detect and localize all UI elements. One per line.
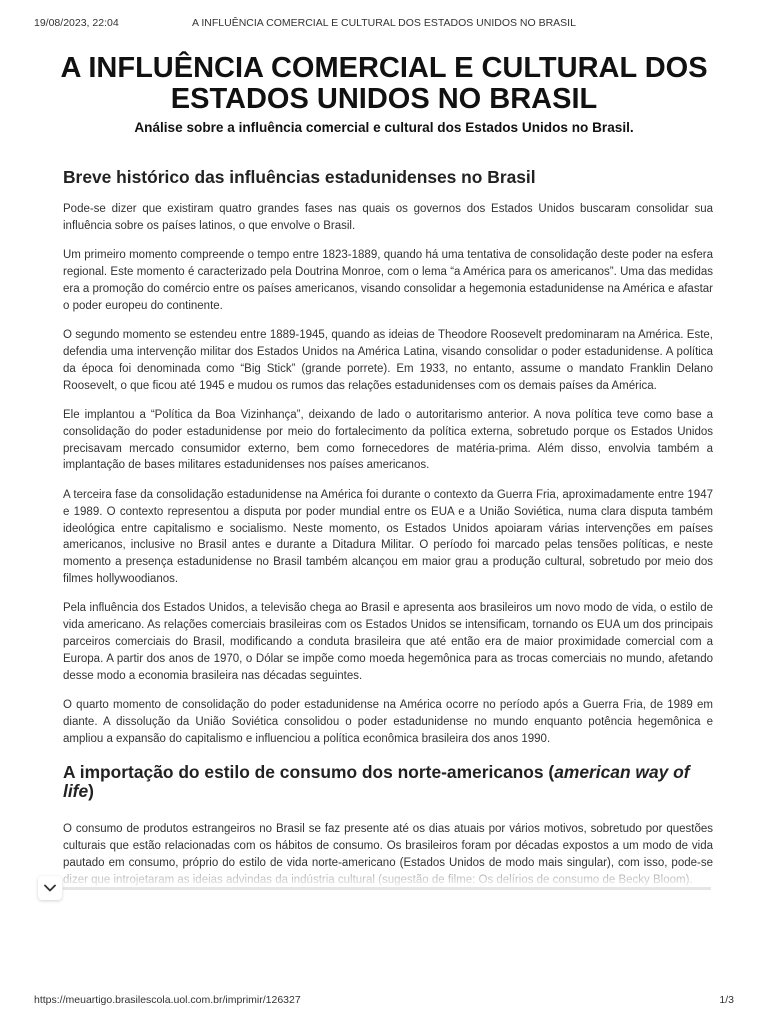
section-heading-historico: Breve histórico das influências estadunidenses no Brasil xyxy=(63,167,536,187)
paragraph: O quarto momento de consolidação do poder estadunidense na América ocorre no período após a Guerra Fria, de 1989 em diante. A dissolução da União Soviética consolidou o poder estadunidense no mundo enquanto potência hegemônica e ampliou a expansão do capitalismo e influenciou a política econômica brasileira dos anos 1990. xyxy=(63,699,713,745)
print-datetime: 19/08/2023, 22:04 xyxy=(34,17,119,29)
paragraph: O segundo momento se estendeu entre 1889-1945, quando as ideias de Theodore Roosevelt predominaram na América. Este, defendia uma intervenção militar dos Estados Unidos na América Latina, visando consolidar o poder estadunidense. A política da época foi denominada como “Big Stick” (grande porrete). Em 1933, no entanto, assume o mandato Franklin Delano Roosevelt, o que ficou até 1945 e mudou os rumos das relações estadunidenses com os demais países da América. xyxy=(63,329,713,392)
chevron-down-icon xyxy=(43,881,57,895)
article-title xyxy=(54,53,714,115)
article-title-line-2: ESTADOS UNIDOS NO BRASIL xyxy=(170,83,598,115)
paragraph: Um primeiro momento compreende o tempo entre 1823-1889, quando há uma tentativa de consolidação deste poder na esfera regional. Este momento é caracterizado pela Doutrina Monroe, com o lema “a América para os americanos”. Uma das medidas era a promoção do comércio entre os países americanos, visando consolidar a hegemonia estadunidense na América e afastar o poder europeu do continente. xyxy=(63,249,713,312)
section-heading-consumo-suffix: ) xyxy=(88,781,94,802)
paragraph: Pela influência dos Estados Unidos, a televisão chega ao Brasil e apresenta aos brasileiros um novo modo de vida, o estilo de vida americano. As relações comerciais brasileiras com os Estados Unidos se intensificam, tornando os EUA um dos principais parceiros comerciais do Brasil, modificando a conduta brasileira que até então era de maior proximidade comercial com a Europa. A partir dos anos de 1970, o Dólar se impõe como moeda hegemônica para as trocas comerciais no mundo, afetando desse modo a economia brasileira nas décadas seguintes. xyxy=(63,602,713,682)
section-heading-consumo xyxy=(63,763,713,801)
paragraph: A terceira fase da consolidação estadunidense na América foi durante o contexto da Guerra Fria, aproximadamente entre 1947 e 1989. O contexto representou a disputa por poder mundial entre os EUA e a União Soviética, numa clara disputa também ideológica entre capitalismo e socialismo. Neste momento, os Estados Unidos apoiaram várias intervenções em países americanos, inclusive no Brasil antes e durante a Ditadura Militar. O período foi marcado pelas tensões políticas, e neste momento a presença estadunidense no Brasil também alcançou em maior grau a produção cultural, sobretudo por meio dos filmes hollywoodianos. xyxy=(63,488,713,585)
article-title-line-1: A INFLUÊNCIA COMERCIAL E CULTURAL DOS xyxy=(60,52,708,84)
print-source-url: https://meuartigo.brasilescola.uol.com.br/imprimir/126327 xyxy=(34,994,301,1006)
print-page-number: 1/3 xyxy=(719,994,734,1006)
truncated-text-line xyxy=(63,887,711,890)
paragraph: O consumo de produtos estrangeiros no Brasil se faz presente até os dias atuais por vários motivos, sobretudo por questões culturais que estão relacionadas com os hábitos de consumo. Os brasileiros foram por décadas expostos a um modo de vida pautado em consumo, próprio do estilo de vida norte-americano (Estados Unidos de modo mais singular), com isso, pode-se xyxy=(63,823,713,870)
section-heading-consumo-prefix: A importação do estilo de consumo dos norte-americanos ( xyxy=(63,762,555,783)
print-page-title: A INFLUÊNCIA COMERCIAL E CULTURAL DOS ESTADOS UNIDOS NO BRASIL xyxy=(192,17,576,29)
article-body xyxy=(63,168,713,901)
paragraph: Ele implantou a “Política da Boa Vizinhança”, deixando de lado o autoritarismo anterior. A nova política teve como base a consolidação do poder estadunidense por meio do fortalecimento da política externa, sobretudo porque os Estados Unidos precisavam mercado consumidor externo, bem como fornecedores de matéria-prima. Além disso, envolvia também a implantação de bases militares estadunidenses nos países americanos. xyxy=(63,409,713,472)
paragraph: Pode-se dizer que existiram quatro grandes fases nas quais os governos dos Estados Unidos buscaram consolidar sua influência sobre os países latinos, o que envolve o Brasil. xyxy=(63,203,713,232)
content-fade-overlay xyxy=(36,872,736,900)
expand-toggle-button[interactable] xyxy=(38,876,62,900)
article-subtitle: Análise sobre a influência comercial e cultural dos Estados Unidos no Brasil. xyxy=(134,120,634,135)
section-heading-consumo-italic: american way of life xyxy=(63,762,690,802)
